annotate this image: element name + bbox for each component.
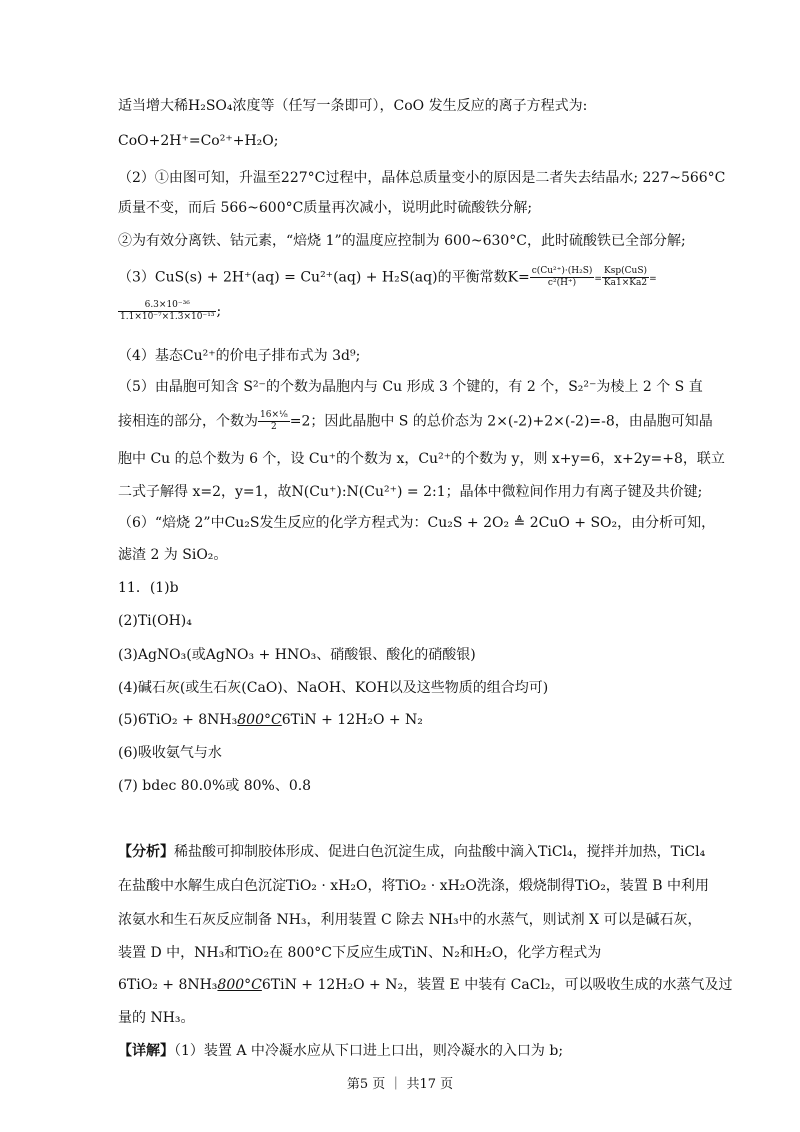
text-segment: （3）CuS(s) + 2H⁺(aq) = Cu²⁺(aq) + H₂S(aq)的平衡常数K= [118,269,530,286]
fraction [530,266,595,289]
fraction-denominator: c²(H⁺) [547,278,577,288]
fraction [602,266,649,289]
answer-line: (6)吸收氨气与水 [118,745,222,761]
fraction-denominator: 2 [270,422,277,432]
fraction [258,410,290,433]
text-line: （5）由晶胞可知含 S²⁻的个数为晶胞内与 Cu 形成 3 个键的，有 2 个，S₂²⁻为棱上 2 个 S 直 [118,379,703,395]
equals-sign: = [649,274,657,285]
text-segment: =2；因此晶胞中 S 的总价态为 2×(-2)+2×(-2)=-8，由晶胞可知晶 [289,413,713,430]
answer-line: (4)碱石灰(或生石灰(CaO)、NaOH、KOH以及这些物质的组合均可) [118,680,549,696]
text-line: （2）①由图可知，升温至227°C过程中，晶体总质量变小的原因是二者失去结晶水; 227~566°C [118,170,726,186]
answer-line: 11．(1)b [118,580,179,596]
text-line: 滤渣 2 为 SiO₂。 [118,547,228,563]
analysis-equation-line [118,975,733,995]
answer-line: (3)AgNO₃(或AgNO₃ + HNO₃、硝酸银、酸化的硝酸银) [118,647,476,663]
text-line: ②为有效分离铁、钴元素，“焙烧 1”的温度应控制为 600~630°C，此时硫酸铁已全部分解; [118,233,686,249]
text-segment: ，装置 E 中装有 CaCl₂，可以吸收生成的水蒸气及过 [403,977,733,993]
fraction-numerator: Ksp(CuS) [602,266,649,278]
text-line: 二式子解得 x=2，y=1，故N(Cu⁺):N(Cu²⁺) = 2:1；晶体中微粒间作用力有离子键及共价键; [118,484,703,500]
fraction-numerator: c(Cu²⁺)·(H₂S) [531,266,593,276]
text-line: CoO+2H⁺=Co²⁺+H₂O; [118,133,279,149]
equation-reactants: (5)6TiO₂ + 8NH₃ [118,712,238,728]
equilibrium-value-line [118,300,688,323]
text-segment: 接相连的部分，个数为 [118,413,258,430]
equation-products: 6TiN + 12H₂O + N₂ [261,977,404,993]
count-line [118,410,713,433]
text-line: 适当增大稀H₂SO₄浓度等（任写一条即可），CoO 发生反应的离子方程式为: [118,98,588,114]
fraction-denominator: Ka1×Ka2 [603,278,648,288]
equation-products: 6TiN + 12H₂O + N₂ [281,712,423,728]
equals-sign: = [594,274,602,285]
analysis-line [118,842,706,862]
fraction-numerator: 6.3×10⁻³⁶ [118,300,216,312]
detail-line [118,1041,688,1061]
fraction [118,300,216,323]
text-line: （4）基态Cu²⁺的价电子排布式为 3d⁹; [118,348,361,364]
answer-equation-line [118,710,688,730]
text-line: 量的 NH₃。 [118,1010,195,1026]
punctuation: ; [216,303,222,320]
reaction-condition: 800°C [237,712,282,728]
page-footer: 第5 页 ｜ 共17 页 [346,1077,454,1092]
text-line: 胞中 Cu 的总个数为 6 个，设 Cu⁺的个数为 x，Cu²⁺的个数为 y，则 x+y=6，x+2y=+8，联立 [118,451,725,467]
text-segment: 稀盐酸可抑制胶体形成、促进白色沉淀生成，向盐酸中滴入TiCl₄，搅拌并加热，TiCl₄ [174,844,706,860]
text-line: 在盐酸中水解生成白色沉淀TiO₂ · xH₂O，将TiO₂ · xH₂O洗涤，煅烧制得TiO₂，装置 B 中利用 [118,878,709,894]
fraction-denominator: 1.1×10⁻⁷×1.3×10⁻¹³ [120,312,215,322]
analysis-label: 【分析】 [118,844,174,860]
reaction-condition: 800°C [217,977,262,993]
fraction-numerator: 16×¹⁄₈ [260,410,288,420]
answer-line: (7) bdec 80.0%或 80%、0.8 [118,778,312,794]
text-line: 质量不变，而后 566~600°C质量再次减小，说明此时硫酸铁分解; [118,200,533,216]
text-line: 装置 D 中，NH₃和TiO₂在 800°C下反应生成TiN、N₂和H₂O，化学方程式为 [118,945,602,961]
text-line: （6）“焙烧 2”中Cu₂S发生反应的化学方程式为：Cu₂S + 2O₂ ≜ 2CuO + SO₂，由分析可知， [118,515,716,531]
text-segment: （1）装置 A 中冷凝水应从下口进上口出，则冷凝水的入口为 b; [174,1043,564,1059]
equilibrium-constant-line [118,266,688,290]
text-line: 浓氨水和生石灰反应制备 NH₃，利用装置 C 除去 NH₃中的水蒸气，则试剂 X 可以是碱石灰， [118,912,702,928]
answer-line: (2)Ti(OH)₄ [118,613,192,629]
equation-reactants: 6TiO₂ + 8NH₃ [118,977,218,993]
detail-label: 【详解】 [118,1043,174,1059]
